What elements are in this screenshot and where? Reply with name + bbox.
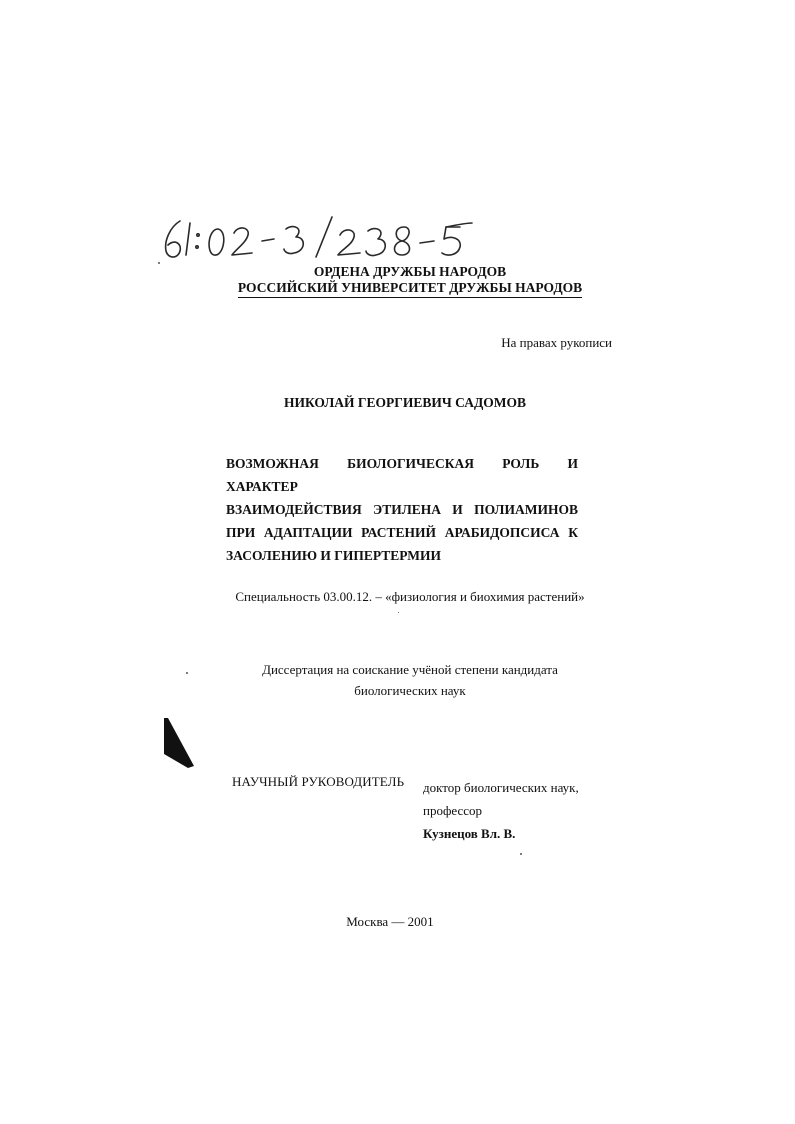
- specialty-line: Специальность 03.00.12. – «физиология и биохимия растений»: [235, 589, 585, 604]
- title-line-2: ВЗАИМОДЕЙСТВИЯ ЭТИЛЕНА И ПОЛИАМИНОВ: [226, 502, 578, 517]
- manuscript-rights-note: На правах рукописи: [501, 335, 612, 350]
- institution-university: РОССИЙСКИЙ УНИВЕРСИТЕТ ДРУЖБЫ НАРОДОВ: [238, 280, 582, 298]
- institution-header: [200, 264, 620, 298]
- supervisor-rank: профессор: [423, 803, 483, 818]
- supervisor-info: [423, 776, 579, 845]
- margin-arrow-mark: [162, 716, 196, 770]
- title-line-4: ЗАСОЛЕНИЮ И ГИПЕРТЕРМИИ: [226, 548, 442, 563]
- dissertation-degree: [200, 659, 620, 701]
- dissertation-title: [226, 452, 578, 567]
- degree-line-1: Диссертация на соискание учёной степени кандидата: [262, 662, 558, 677]
- scan-speck: [186, 672, 188, 674]
- title-line-1: ВОЗМОЖНАЯ БИОЛОГИЧЕСКАЯ РОЛЬ И ХАРАКТЕР: [226, 456, 578, 494]
- author-name: НИКОЛАЙ ГЕОРГИЕВИЧ САДОМОВ: [283, 395, 527, 410]
- title-line-3: ПРИ АДАПТАЦИИ РАСТЕНИЙ АРАБИДОПСИСА К: [226, 525, 578, 540]
- city-year: Москва — 2001: [346, 914, 434, 929]
- institution-order: ОРДЕНА ДРУЖБЫ НАРОДОВ: [313, 264, 507, 279]
- scan-speck: [158, 262, 160, 264]
- supervisor-name: Кузнецов Вл. В.: [423, 826, 516, 841]
- scan-speck: [520, 853, 522, 855]
- supervisor-label: НАУЧНЫЙ РУКОВОДИТЕЛЬ: [232, 774, 405, 789]
- supervisor-degree: доктор биологических наук,: [423, 780, 579, 795]
- degree-line-2: биологических наук: [354, 683, 466, 698]
- scan-speck: [398, 612, 399, 613]
